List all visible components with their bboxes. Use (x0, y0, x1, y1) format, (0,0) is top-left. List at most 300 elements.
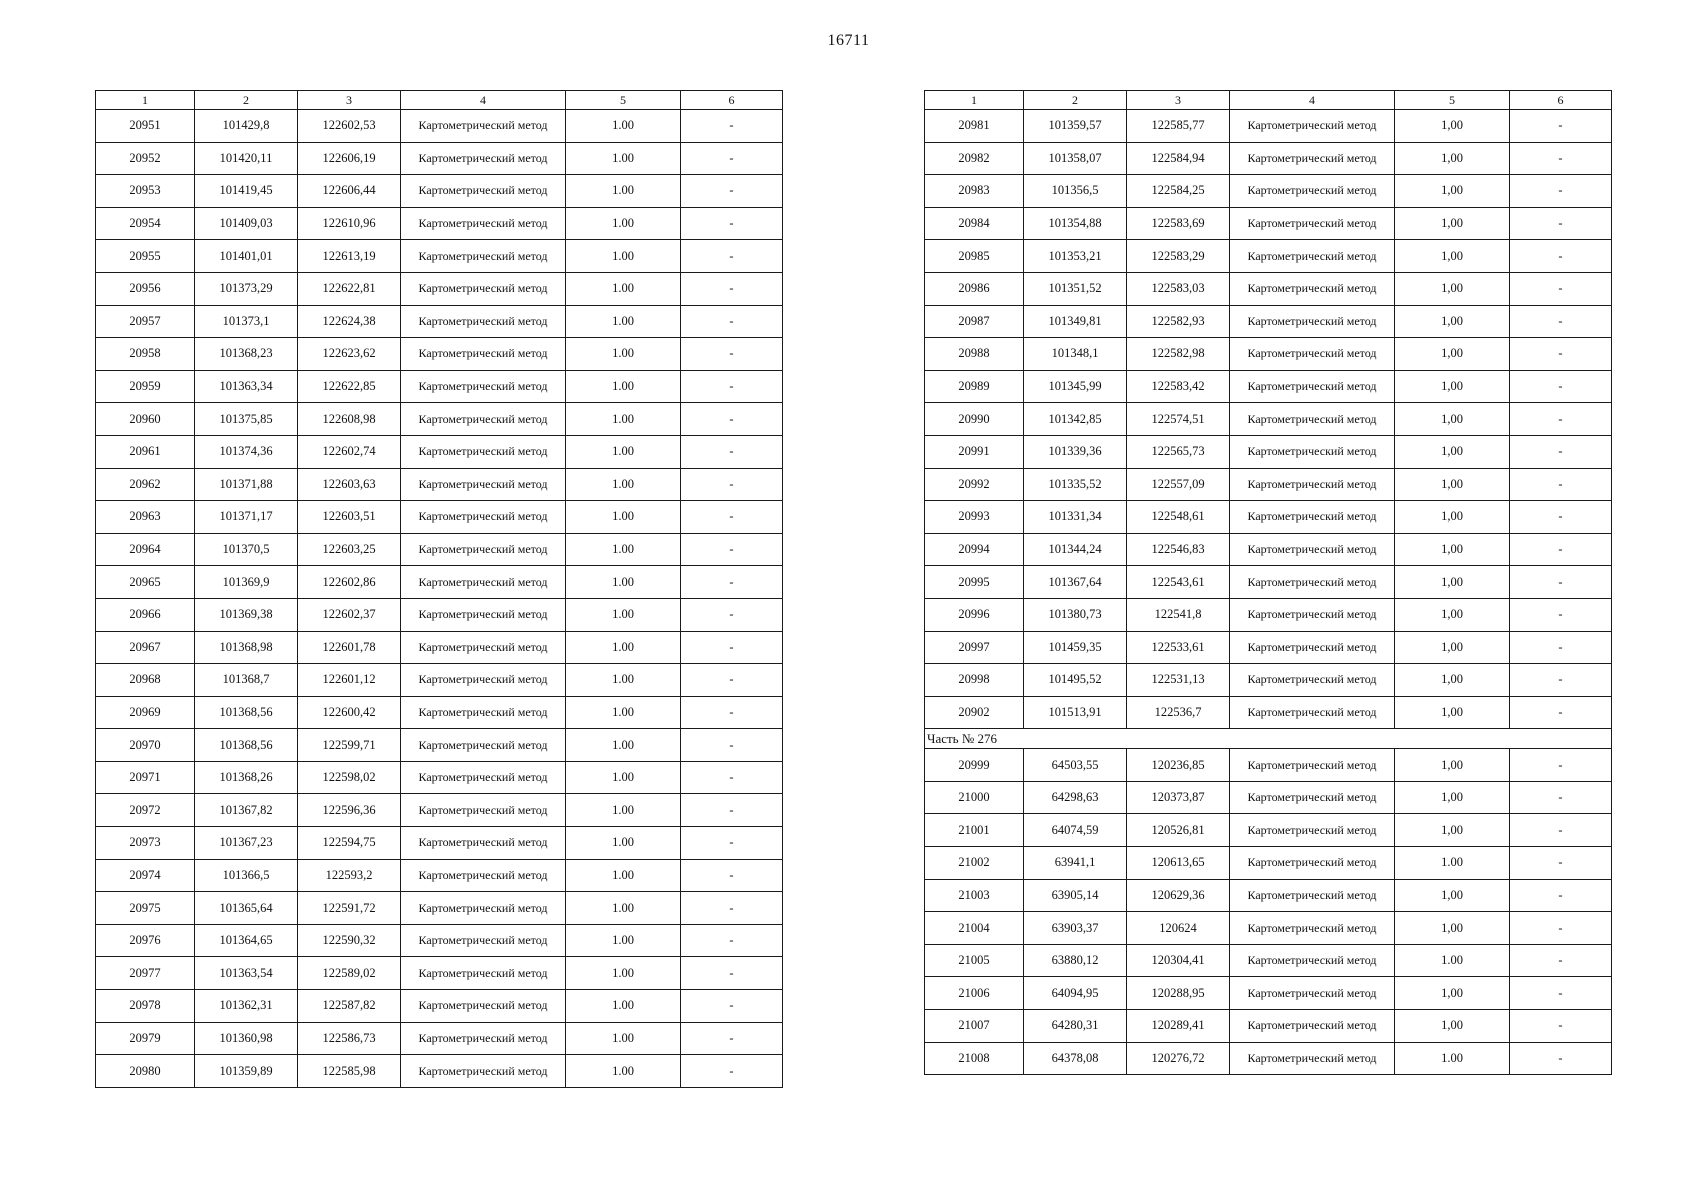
accuracy-cell: 1.00 (566, 305, 681, 338)
method-cell: Картометрический метод (1230, 403, 1395, 436)
y-coordinate-cell: 122591,72 (298, 892, 401, 925)
method-cell: Картометрический метод (401, 240, 566, 273)
note-cell: - (1510, 468, 1612, 501)
note-cell: - (681, 957, 783, 990)
x-coordinate-cell: 101366,5 (195, 859, 298, 892)
point-number-cell: 20982 (925, 142, 1024, 175)
x-coordinate-cell: 101368,26 (195, 761, 298, 794)
method-cell: Картометрический метод (1230, 814, 1395, 847)
accuracy-cell: 1.00 (566, 207, 681, 240)
part-label-row (925, 729, 1612, 749)
y-coordinate-cell: 122613,19 (298, 240, 401, 273)
point-number-cell: 20965 (96, 566, 195, 599)
note-cell: - (1510, 403, 1612, 436)
point-number-cell: 21008 (925, 1042, 1024, 1075)
note-cell: - (681, 696, 783, 729)
x-coordinate-cell: 64074,59 (1024, 814, 1127, 847)
point-number-cell: 20972 (96, 794, 195, 827)
note-cell: - (681, 435, 783, 468)
method-cell: Картометрический метод (1230, 631, 1395, 664)
column-header: 5 (566, 91, 681, 110)
method-cell: Картометрический метод (401, 338, 566, 371)
x-coordinate-cell: 101345,99 (1024, 370, 1127, 403)
accuracy-cell: 1,00 (1395, 501, 1510, 534)
note-cell: - (1510, 1042, 1612, 1075)
x-coordinate-cell: 101367,64 (1024, 566, 1127, 599)
x-coordinate-cell: 101409,03 (195, 207, 298, 240)
table-row (925, 977, 1612, 1010)
point-number-cell: 21002 (925, 847, 1024, 880)
y-coordinate-cell: 122587,82 (298, 990, 401, 1023)
accuracy-cell: 1,00 (1395, 631, 1510, 664)
y-coordinate-cell: 122599,71 (298, 729, 401, 762)
method-cell: Картометрический метод (1230, 142, 1395, 175)
table-row (96, 827, 783, 860)
note-cell: - (1510, 977, 1612, 1010)
x-coordinate-cell: 101367,82 (195, 794, 298, 827)
accuracy-cell: 1,00 (1395, 1010, 1510, 1043)
method-cell: Картометрический метод (401, 305, 566, 338)
point-number-cell: 21000 (925, 781, 1024, 814)
note-cell: - (681, 142, 783, 175)
x-coordinate-cell: 101513,91 (1024, 696, 1127, 729)
note-cell: - (681, 240, 783, 273)
method-cell: Картометрический метод (1230, 501, 1395, 534)
note-cell: - (681, 370, 783, 403)
table-row (96, 272, 783, 305)
note-cell: - (681, 338, 783, 371)
method-cell: Картометрический метод (1230, 847, 1395, 880)
point-number-cell: 20986 (925, 272, 1024, 305)
table-row (96, 240, 783, 273)
table-row (96, 859, 783, 892)
table-row (925, 501, 1612, 534)
accuracy-cell: 1,00 (1395, 814, 1510, 847)
point-number-cell: 20953 (96, 175, 195, 208)
accuracy-cell: 1.00 (566, 435, 681, 468)
note-cell: - (681, 1055, 783, 1088)
accuracy-cell: 1.00 (1395, 1042, 1510, 1075)
accuracy-cell: 1,00 (1395, 566, 1510, 599)
x-coordinate-cell: 101371,88 (195, 468, 298, 501)
x-coordinate-cell: 101373,1 (195, 305, 298, 338)
note-cell: - (681, 598, 783, 631)
note-cell: - (1510, 435, 1612, 468)
note-cell: - (1510, 175, 1612, 208)
note-cell: - (1510, 240, 1612, 273)
point-number-cell: 21005 (925, 944, 1024, 977)
point-number-cell: 20978 (96, 990, 195, 1023)
table-row (96, 110, 783, 143)
point-number-cell: 20999 (925, 749, 1024, 782)
table-row (925, 781, 1612, 814)
table-row (96, 403, 783, 436)
accuracy-cell: 1.00 (566, 1055, 681, 1088)
method-cell: Картометрический метод (401, 664, 566, 697)
x-coordinate-cell: 101358,07 (1024, 142, 1127, 175)
method-cell: Картометрический метод (401, 990, 566, 1023)
x-coordinate-cell: 101368,23 (195, 338, 298, 371)
accuracy-cell: 1.00 (566, 794, 681, 827)
method-cell: Картометрический метод (1230, 207, 1395, 240)
accuracy-cell: 1.00 (566, 696, 681, 729)
x-coordinate-cell: 101368,56 (195, 729, 298, 762)
y-coordinate-cell: 122623,62 (298, 338, 401, 371)
y-coordinate-cell: 122533,61 (1127, 631, 1230, 664)
accuracy-cell: 1,00 (1395, 749, 1510, 782)
y-coordinate-cell: 122602,74 (298, 435, 401, 468)
method-cell: Картометрический метод (401, 468, 566, 501)
page-number: 16711 (827, 32, 870, 49)
table-row (925, 338, 1612, 371)
x-coordinate-cell: 63941,1 (1024, 847, 1127, 880)
column-header: 4 (401, 91, 566, 110)
column-header: 6 (1510, 91, 1612, 110)
x-coordinate-cell: 101353,21 (1024, 240, 1127, 273)
table-row (96, 990, 783, 1023)
method-cell: Картометрический метод (401, 370, 566, 403)
header-row (925, 91, 1612, 110)
x-coordinate-cell: 101331,34 (1024, 501, 1127, 534)
accuracy-cell: 1.00 (566, 175, 681, 208)
accuracy-cell: 1,00 (1395, 305, 1510, 338)
point-number-cell: 20955 (96, 240, 195, 273)
point-number-cell: 20989 (925, 370, 1024, 403)
table-row (96, 761, 783, 794)
x-coordinate-cell: 101368,56 (195, 696, 298, 729)
y-coordinate-cell: 122602,37 (298, 598, 401, 631)
method-cell: Картометрический метод (1230, 305, 1395, 338)
point-number-cell: 20967 (96, 631, 195, 664)
x-coordinate-cell: 64298,63 (1024, 781, 1127, 814)
table-row (925, 142, 1612, 175)
method-cell: Картометрический метод (401, 696, 566, 729)
note-cell: - (1510, 305, 1612, 338)
accuracy-cell: 1.00 (566, 1022, 681, 1055)
table-row (925, 664, 1612, 697)
table-row (925, 240, 1612, 273)
accuracy-cell: 1.00 (566, 827, 681, 860)
note-cell: - (1510, 1010, 1612, 1043)
note-cell: - (681, 207, 783, 240)
point-number-cell: 21007 (925, 1010, 1024, 1043)
x-coordinate-cell: 101356,5 (1024, 175, 1127, 208)
y-coordinate-cell: 120373,87 (1127, 781, 1230, 814)
point-number-cell: 20993 (925, 501, 1024, 534)
point-number-cell: 20988 (925, 338, 1024, 371)
x-coordinate-cell: 101370,5 (195, 533, 298, 566)
note-cell: - (1510, 501, 1612, 534)
note-cell: - (1510, 814, 1612, 847)
table-row (925, 1042, 1612, 1075)
table-row (96, 924, 783, 957)
part-label: Часть № 276 (925, 729, 1612, 749)
note-cell: - (681, 305, 783, 338)
column-header: 4 (1230, 91, 1395, 110)
point-number-cell: 20985 (925, 240, 1024, 273)
method-cell: Картометрический метод (401, 110, 566, 143)
accuracy-cell: 1,00 (1395, 879, 1510, 912)
table-row (96, 207, 783, 240)
method-cell: Картометрический метод (401, 501, 566, 534)
x-coordinate-cell: 101380,73 (1024, 598, 1127, 631)
y-coordinate-cell: 122583,03 (1127, 272, 1230, 305)
accuracy-cell: 1.00 (566, 664, 681, 697)
y-coordinate-cell: 120629,36 (1127, 879, 1230, 912)
y-coordinate-cell: 122531,13 (1127, 664, 1230, 697)
x-coordinate-cell: 101368,7 (195, 664, 298, 697)
table-row (96, 142, 783, 175)
method-cell: Картометрический метод (401, 1022, 566, 1055)
y-coordinate-cell: 122584,25 (1127, 175, 1230, 208)
x-coordinate-cell: 101375,85 (195, 403, 298, 436)
method-cell: Картометрический метод (1230, 110, 1395, 143)
x-coordinate-cell: 101368,98 (195, 631, 298, 664)
note-cell: - (1510, 781, 1612, 814)
table-row (96, 501, 783, 534)
method-cell: Картометрический метод (1230, 598, 1395, 631)
note-cell: - (1510, 207, 1612, 240)
point-number-cell: 20963 (96, 501, 195, 534)
x-coordinate-cell: 101363,34 (195, 370, 298, 403)
table-row (925, 403, 1612, 436)
method-cell: Картометрический метод (401, 794, 566, 827)
x-coordinate-cell: 101495,52 (1024, 664, 1127, 697)
column-header: 5 (1395, 91, 1510, 110)
column-header: 2 (195, 91, 298, 110)
y-coordinate-cell: 120526,81 (1127, 814, 1230, 847)
y-coordinate-cell: 122565,73 (1127, 435, 1230, 468)
method-cell: Картометрический метод (1230, 1010, 1395, 1043)
coordinates-table-left (95, 90, 783, 1088)
point-number-cell: 20971 (96, 761, 195, 794)
table-row (96, 370, 783, 403)
method-cell: Картометрический метод (401, 859, 566, 892)
point-number-cell: 20997 (925, 631, 1024, 664)
table-row (96, 338, 783, 371)
note-cell: - (681, 1022, 783, 1055)
y-coordinate-cell: 122582,98 (1127, 338, 1230, 371)
note-cell: - (681, 924, 783, 957)
accuracy-cell: 1,00 (1395, 781, 1510, 814)
table-row (925, 696, 1612, 729)
accuracy-cell: 1.00 (566, 924, 681, 957)
x-coordinate-cell: 101459,35 (1024, 631, 1127, 664)
table-row (925, 468, 1612, 501)
method-cell: Картометрический метод (1230, 566, 1395, 599)
note-cell: - (681, 468, 783, 501)
method-cell: Картометрический метод (1230, 240, 1395, 273)
note-cell: - (681, 990, 783, 1023)
accuracy-cell: 1,00 (1395, 468, 1510, 501)
point-number-cell: 20977 (96, 957, 195, 990)
method-cell: Картометрический метод (1230, 338, 1395, 371)
method-cell: Картометрический метод (401, 175, 566, 208)
point-number-cell: 20954 (96, 207, 195, 240)
table-row (925, 879, 1612, 912)
x-coordinate-cell: 101348,1 (1024, 338, 1127, 371)
point-number-cell: 20964 (96, 533, 195, 566)
point-number-cell: 20984 (925, 207, 1024, 240)
x-coordinate-cell: 101349,81 (1024, 305, 1127, 338)
y-coordinate-cell: 122557,09 (1127, 468, 1230, 501)
x-coordinate-cell: 101364,65 (195, 924, 298, 957)
y-coordinate-cell: 122583,29 (1127, 240, 1230, 273)
x-coordinate-cell: 101367,23 (195, 827, 298, 860)
point-number-cell: 20976 (96, 924, 195, 957)
method-cell: Картометрический метод (401, 1055, 566, 1088)
table-row (96, 696, 783, 729)
point-number-cell: 21004 (925, 912, 1024, 945)
accuracy-cell: 1.00 (566, 892, 681, 925)
x-coordinate-cell: 101369,38 (195, 598, 298, 631)
table-row (925, 435, 1612, 468)
table-row (96, 598, 783, 631)
x-coordinate-cell: 63903,37 (1024, 912, 1127, 945)
y-coordinate-cell: 122603,63 (298, 468, 401, 501)
accuracy-cell: 1.00 (1395, 847, 1510, 880)
point-number-cell: 20979 (96, 1022, 195, 1055)
point-number-cell: 20968 (96, 664, 195, 697)
y-coordinate-cell: 122541,8 (1127, 598, 1230, 631)
note-cell: - (1510, 566, 1612, 599)
table-row (96, 468, 783, 501)
y-coordinate-cell: 122602,86 (298, 566, 401, 599)
note-cell: - (681, 175, 783, 208)
point-number-cell: 21001 (925, 814, 1024, 847)
x-coordinate-cell: 101342,85 (1024, 403, 1127, 436)
method-cell: Картометрический метод (1230, 696, 1395, 729)
accuracy-cell: 1,00 (1395, 338, 1510, 371)
accuracy-cell: 1.00 (566, 533, 681, 566)
table-row (925, 1010, 1612, 1043)
point-number-cell: 20956 (96, 272, 195, 305)
method-cell: Картометрический метод (1230, 781, 1395, 814)
accuracy-cell: 1.00 (566, 501, 681, 534)
x-coordinate-cell: 101374,36 (195, 435, 298, 468)
y-coordinate-cell: 122582,93 (1127, 305, 1230, 338)
method-cell: Картометрический метод (1230, 1042, 1395, 1075)
method-cell: Картометрический метод (1230, 879, 1395, 912)
table-row (96, 1055, 783, 1088)
note-cell: - (1510, 272, 1612, 305)
x-coordinate-cell: 101359,57 (1024, 110, 1127, 143)
table-row (925, 749, 1612, 782)
y-coordinate-cell: 120624 (1127, 912, 1230, 945)
point-number-cell: 20957 (96, 305, 195, 338)
note-cell: - (681, 664, 783, 697)
table-row (96, 175, 783, 208)
note-cell: - (1510, 944, 1612, 977)
x-coordinate-cell: 101373,29 (195, 272, 298, 305)
table-row (925, 110, 1612, 143)
table-row (925, 305, 1612, 338)
method-cell: Картометрический метод (401, 566, 566, 599)
method-cell: Картометрический метод (401, 631, 566, 664)
note-cell: - (681, 533, 783, 566)
table-row (925, 631, 1612, 664)
point-number-cell: 20981 (925, 110, 1024, 143)
method-cell: Картометрический метод (401, 207, 566, 240)
point-number-cell: 20966 (96, 598, 195, 631)
point-number-cell: 20969 (96, 696, 195, 729)
accuracy-cell: 1.00 (566, 631, 681, 664)
x-coordinate-cell: 101339,36 (1024, 435, 1127, 468)
point-number-cell: 20994 (925, 533, 1024, 566)
point-number-cell: 20952 (96, 142, 195, 175)
accuracy-cell: 1.00 (566, 110, 681, 143)
method-cell: Картометрический метод (1230, 912, 1395, 945)
point-number-cell: 20995 (925, 566, 1024, 599)
method-cell: Картометрический метод (1230, 749, 1395, 782)
point-number-cell: 20990 (925, 403, 1024, 436)
accuracy-cell: 1.00 (1395, 944, 1510, 977)
table-row (925, 847, 1612, 880)
point-number-cell: 20970 (96, 729, 195, 762)
accuracy-cell: 1.00 (566, 403, 681, 436)
accuracy-cell: 1.00 (566, 142, 681, 175)
table-row (96, 957, 783, 990)
accuracy-cell: 1.00 (566, 338, 681, 371)
x-coordinate-cell: 64094,95 (1024, 977, 1127, 1010)
table-row (96, 729, 783, 762)
accuracy-cell: 1.00 (566, 729, 681, 762)
note-cell: - (681, 631, 783, 664)
accuracy-cell: 1.00 (566, 990, 681, 1023)
y-coordinate-cell: 122624,38 (298, 305, 401, 338)
column-header: 1 (925, 91, 1024, 110)
y-coordinate-cell: 122585,77 (1127, 110, 1230, 143)
point-number-cell: 20973 (96, 827, 195, 860)
accuracy-cell: 1,00 (1395, 370, 1510, 403)
method-cell: Картометрический метод (401, 827, 566, 860)
point-number-cell: 21006 (925, 977, 1024, 1010)
method-cell: Картометрический метод (401, 924, 566, 957)
y-coordinate-cell: 122602,53 (298, 110, 401, 143)
y-coordinate-cell: 122590,32 (298, 924, 401, 957)
method-cell: Картометрический метод (1230, 435, 1395, 468)
point-number-cell: 20958 (96, 338, 195, 371)
x-coordinate-cell: 63905,14 (1024, 879, 1127, 912)
column-header: 3 (298, 91, 401, 110)
note-cell: - (681, 761, 783, 794)
table-row (96, 892, 783, 925)
y-coordinate-cell: 122601,78 (298, 631, 401, 664)
table-row (96, 631, 783, 664)
y-coordinate-cell: 120304,41 (1127, 944, 1230, 977)
x-coordinate-cell: 101360,98 (195, 1022, 298, 1055)
method-cell: Картометрический метод (401, 892, 566, 925)
x-coordinate-cell: 64378,08 (1024, 1042, 1127, 1075)
x-coordinate-cell: 101362,31 (195, 990, 298, 1023)
point-number-cell: 20951 (96, 110, 195, 143)
method-cell: Картометрический метод (401, 533, 566, 566)
x-coordinate-cell: 64503,55 (1024, 749, 1127, 782)
y-coordinate-cell: 122594,75 (298, 827, 401, 860)
y-coordinate-cell: 122601,12 (298, 664, 401, 697)
table-row (925, 598, 1612, 631)
column-header: 6 (681, 91, 783, 110)
note-cell: - (1510, 631, 1612, 664)
coordinates-table-right (924, 90, 1612, 1075)
column-header: 3 (1127, 91, 1230, 110)
table-row (925, 272, 1612, 305)
point-number-cell: 20962 (96, 468, 195, 501)
x-coordinate-cell: 101371,17 (195, 501, 298, 534)
x-coordinate-cell: 101363,54 (195, 957, 298, 990)
y-coordinate-cell: 122600,42 (298, 696, 401, 729)
note-cell: - (1510, 110, 1612, 143)
